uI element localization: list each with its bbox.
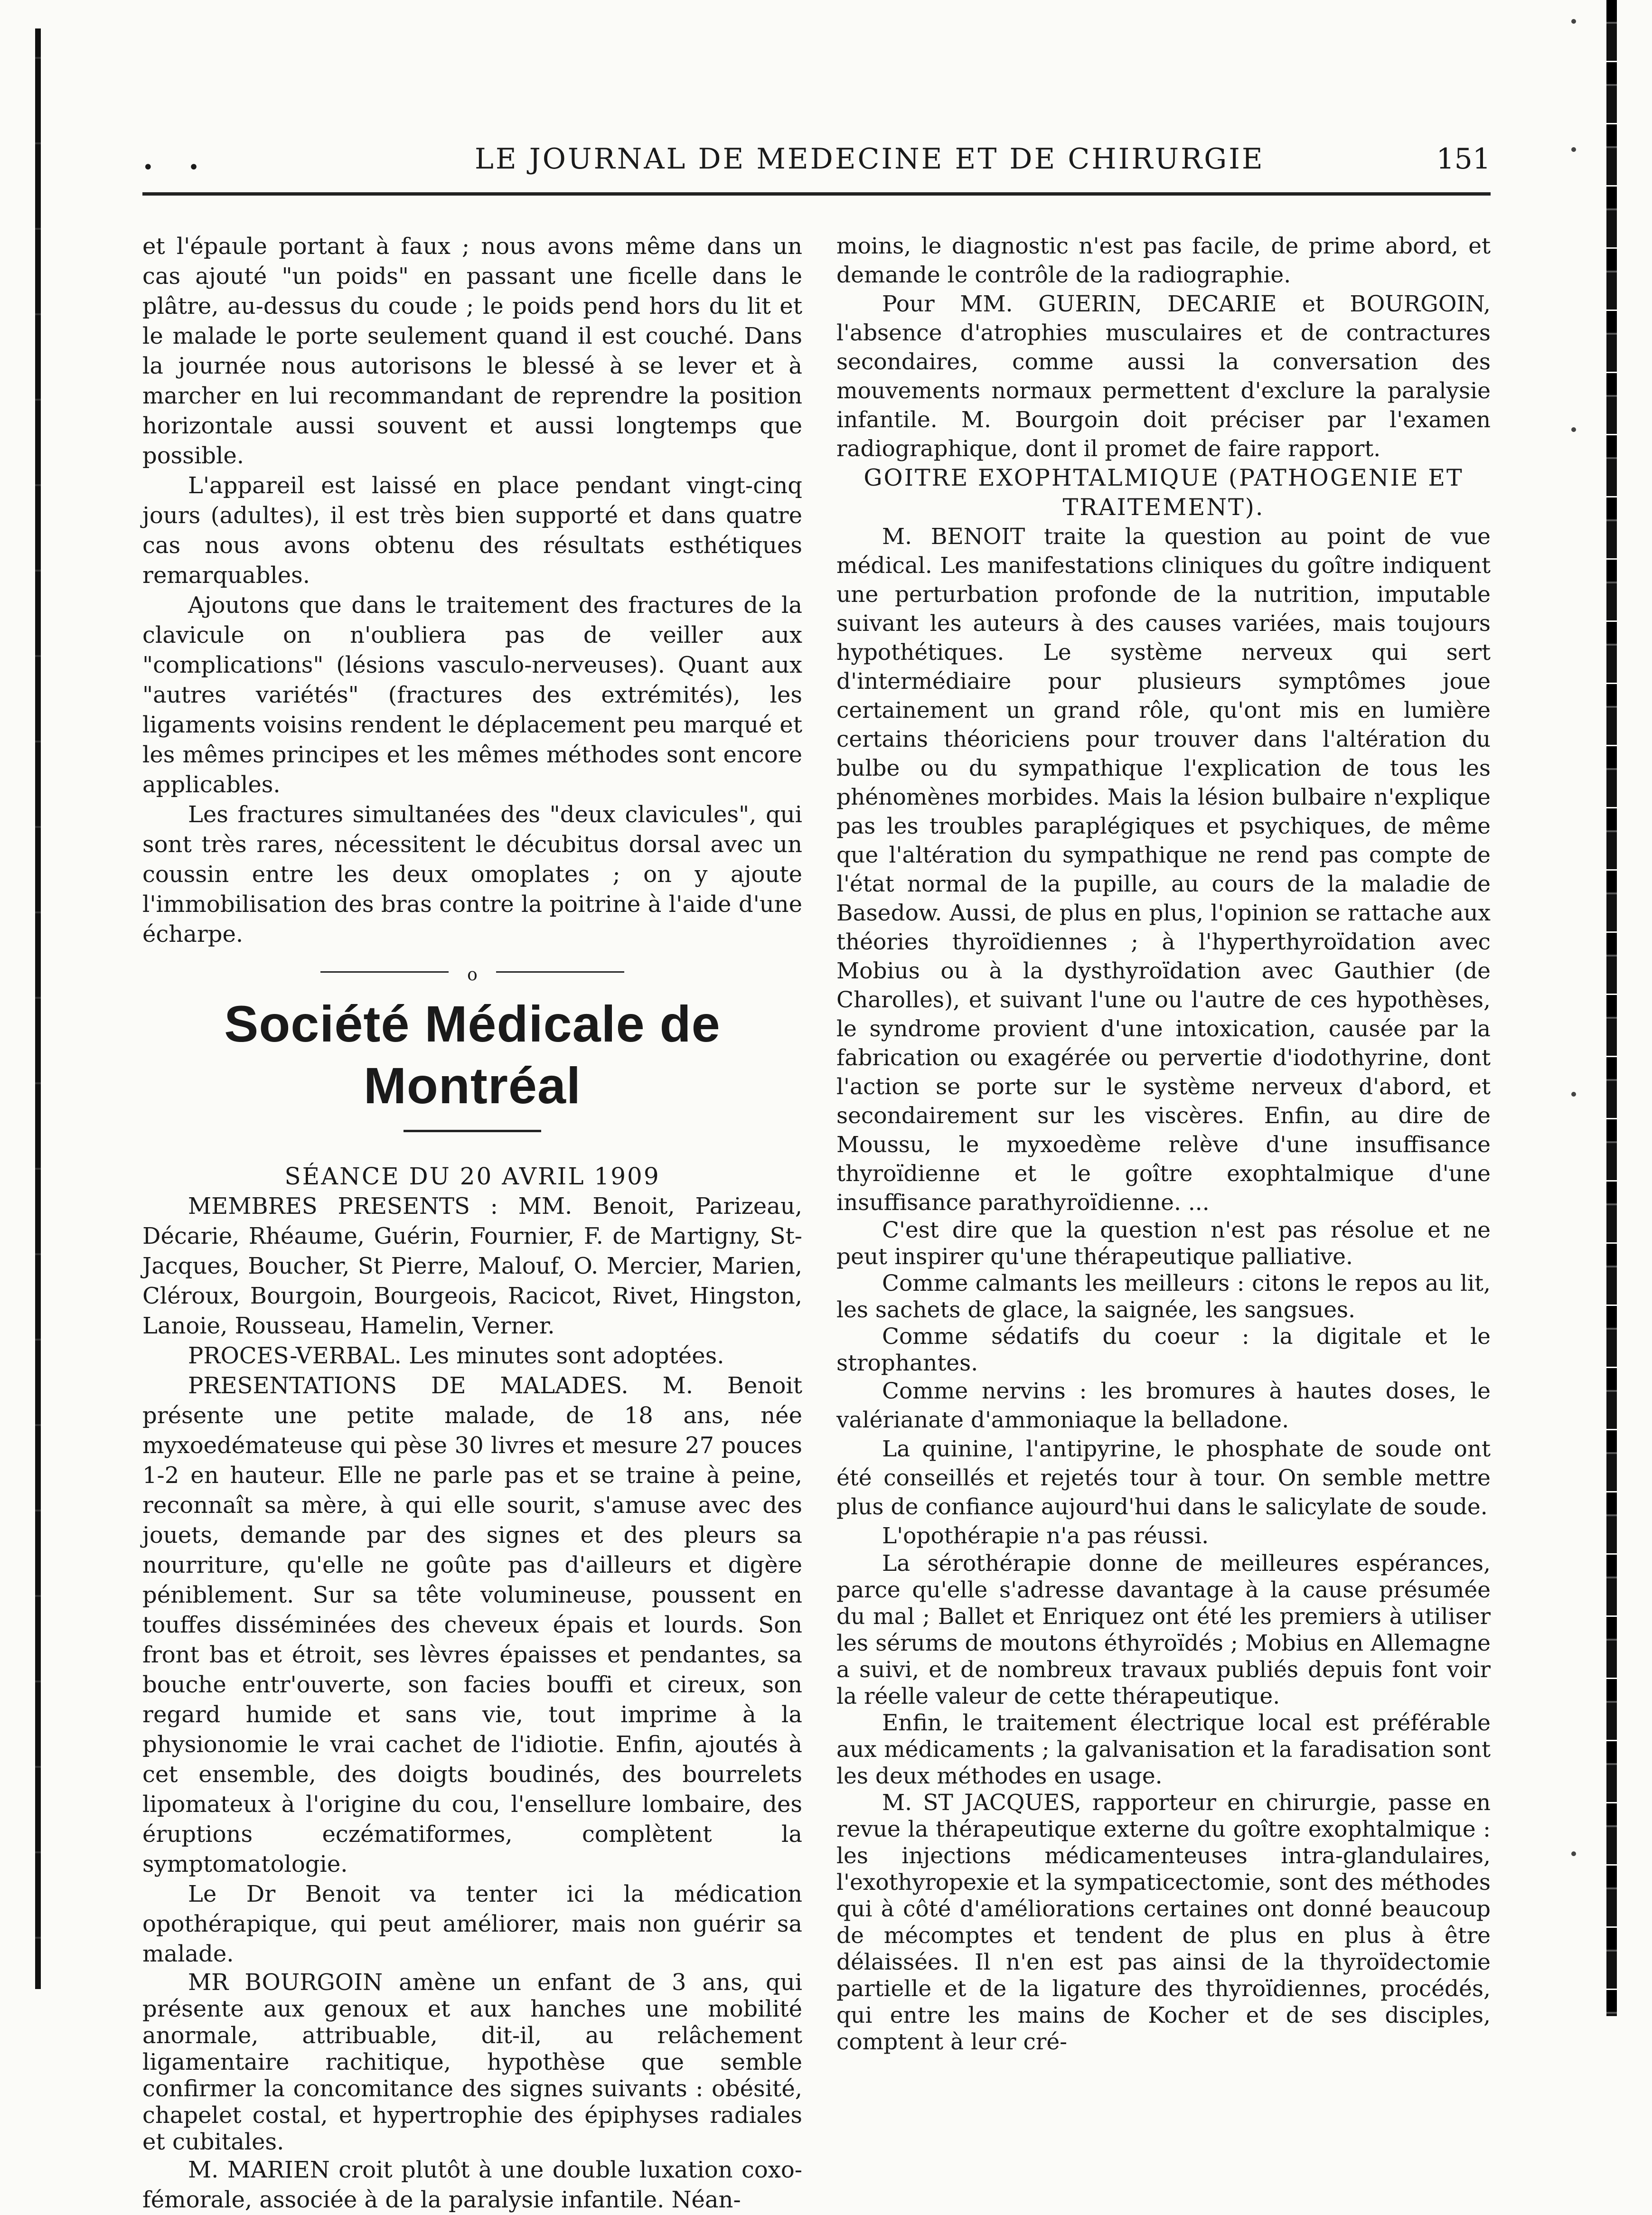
scan-speck bbox=[1571, 147, 1576, 152]
society-title: Société Médicale de Montréal bbox=[224, 995, 721, 1114]
paragraph: et l'épaule portant à faux ; nous avons même dans un cas ajouté "un poids" en passant une ficelle dans le plâtre, au-dessus du coude ; le poids pend hors du lit et le malade le porte seulement quand il est couché. Dans la journée nous autorisons le blessé à se lever et à marcher en lui recommandant de reprendre la position horizontale aussi souvent et aussi longtemps que possible. bbox=[142, 233, 802, 469]
divider-line bbox=[320, 971, 449, 973]
divider-line bbox=[496, 971, 624, 973]
paragraph: M. BENOIT traite la question au point de vue médical. Les manifestations cliniques du goître indiquent une perturbation profonde de la nutrition, imputable suivant les auteurs à des causes variées, mais toujours hypothétiques. Le système nerveux qui sert d'intermédiaire pour plusieurs symptômes joue certainement un grand rôle, qu'ont mis en lumière certains théoriciens pour trouver dans l'altération du bulbe ou du sympathique l'explication de tous les phénomènes morbides. Mais la lésion bulbaire n'explique pas les troubles paraplégiques et psychiques, de même que l'altération du sympathique ne rend pas compte de l'état normal de la pupille, au cours de la maladie de Basedow. Aussi, de plus en plus, l'opinion se rattache aux théories thyroïdiennes ; à l'hyperthyroïdation avec Mobius ou à la dysthyroïdation avec Gauthier (de Charolles), et suivant l'une ou l'autre de ces hypothèses, le syndrome provient d'une intoxication, causée par la fabrication ou exagérée ou pervertie d'iodothyrine, dont l'action se porte sur le système nerveux d'abord, et secondairement sur les viscères. Enfin, au dire de Moussu, le myxoedème relève d'une insuffisance thyroïdienne et le goître exophtalmique d'une insuffisance parathyroïdienne. ... bbox=[836, 524, 1491, 1216]
left-column bbox=[142, 232, 802, 2215]
scan-binding-edge-right bbox=[1606, 0, 1617, 2016]
paragraph: Les fractures simultanées des "deux clavicules", qui sont très rares, nécessitent le décubitus dorsal avec un coussin entre les deux omoplates ; on y ajoute l'immobilisation des bras contre la poitrine à l'aide d'une écharpe. bbox=[142, 801, 802, 948]
presentations-de-malades: PRESENTATIONS DE MALADES. M. Benoit présente une petite malade, de 18 ans, née myxoedémateuse qui pèse 30 livres et mesure 27 pouces 1-2 en hauteur. Elle ne parle pas et se traine à peine, reconnaît sa mère, à qui elle sourit, s'amuse avec des jouets, demande par des signes et des pleurs sa nourriture, qu'elle ne goûte pas d'ailleurs et digère péniblement. Sur sa tête volumineuse, poussent en touffes disséminées des cheveux épais et lourds. Son front bas et étroit, ses lèvres épaisses et pendantes, sa bouche entr'ouverte, son facies bouffi et cireux, son regard humide et sans vie, tout imprime à la physionomie le vrai cachet de l'idiotie. Enfin, ajoutés à cet ensemble, des doigts boudinés, des bourrelets lipomateux à l'origine du cou, l'ensellure lombaire, des éruptions eczématiformes, complètent la symptomatologie. bbox=[142, 1372, 802, 1877]
divider-mark: o bbox=[467, 965, 478, 985]
paragraph: MR BOURGOIN amène un enfant de 3 ans, qui présente aux genoux et aux hanches une mobilité anormale, attribuable, dit-il, au relâchement ligamentaire rachitique, hypothèse que semble confirmer la concomitance des signes suivants : obésité, chapelet costal, et hypertrophie des épiphyses radiales et cubitales. bbox=[142, 1969, 802, 2155]
section-divider bbox=[320, 960, 624, 984]
title-rule bbox=[404, 1130, 541, 1132]
paragraph: C'est dire que la question n'est pas résolue et ne peut inspirer qu'une thérapeutique palliative. bbox=[836, 1217, 1491, 1270]
scan-speck bbox=[1571, 427, 1576, 432]
paragraph: moins, le diagnostic n'est pas facile, de prime abord, et demande le contrôle de la radiographie. bbox=[836, 233, 1491, 288]
scan-speck bbox=[1571, 1092, 1576, 1097]
header-rule bbox=[142, 192, 1491, 196]
paragraph: Comme nervins : les bromures à hautes doses, le valérianate d'ammoniaque la belladone. bbox=[836, 1378, 1491, 1433]
paragraph: M. MARIEN croit plutôt à une double luxation coxo-fémorale, associée à de la paralysie infantile. Néan- bbox=[142, 2157, 802, 2213]
proces-verbal: PROCES-VERBAL. Les minutes sont adoptées. bbox=[188, 1342, 724, 1369]
scan-speck bbox=[1571, 1851, 1576, 1856]
members-present: MEMBRES PRESENTS : MM. Benoit, Parizeau, Décarie, Rhéaume, Guérin, Fournier, F. de Martigny, St-Jacques, Boucher, St Pierre, Malouf, O. Mercier, Marien, Cléroux, Bourgoin, Bourgeois, Racicot, Rivet, Hingston, Lanoie, Rousseau, Hamelin, Verner. bbox=[142, 1193, 802, 1339]
page-header bbox=[142, 138, 1491, 180]
paragraph: L'appareil est laissé en place pendant vingt-cinq jours (adultes), il est très bien supporté et dans quatre cas nous avons obtenu des résultats esthétiques remarquables. bbox=[142, 472, 802, 589]
paragraph: La sérothérapie donne de meilleures espérances, parce qu'elle s'adresse davantage à la cause présumée du mal ; Ballet et Enriquez ont été les premiers à utiliser les sérums de moutons éthyroïdés ; Mobius en Allemagne a suivi, et de nombreux travaux publiés depuis font voir la réelle valeur de cette thérapeutique. bbox=[836, 1550, 1491, 1709]
right-column bbox=[836, 232, 1491, 2055]
paragraph: Pour MM. GUERIN, DECARIE et BOURGOIN, l'absence d'atrophies musculaires et de contractures secondaires, comme aussi la conversation des mouvements normaux permettent d'exclure la paralysie infantile. M. Bourgoin doit préciser par l'examen radiographique, dont il promet de faire rapport. bbox=[836, 291, 1491, 462]
section-heading: GOITRE EXOPHTALMIQUE (PATHOGENIE ET TRAITEMENT). bbox=[864, 464, 1464, 521]
paragraph: Le Dr Benoit va tenter ici la médication opothérapique, qui peut améliorer, mais non guérir sa malade. bbox=[142, 1881, 802, 1967]
header-dots: • • bbox=[142, 157, 214, 178]
paragraph: Ajoutons que dans le traitement des fractures de la clavicule on n'oubliera pas de veiller aux "complications" (lésions vasculo-nerveuses). Quant aux "autres variétés" (fractures des extrémités), les ligaments voisins rendent le déplacement peu marqué et les mêmes principes et les mêmes méthodes sont encore applicables. bbox=[142, 592, 802, 798]
scan-speck bbox=[1571, 19, 1576, 24]
paragraph: Enfin, le traitement électrique local est préférable aux médicaments ; la galvanisation et la faradisation sont les deux méthodes en usage. bbox=[836, 1710, 1491, 1789]
scan-binding-edge-left bbox=[35, 28, 41, 1989]
paragraph: Comme calmants les meilleurs : citons le repos au lit, les sachets de glace, la saignée, les sangsues. bbox=[836, 1270, 1491, 1323]
paragraph: L'opothérapie n'a pas réussi. bbox=[882, 1523, 1209, 1549]
page-number: 151 bbox=[1436, 142, 1491, 176]
journal-title: LE JOURNAL DE MEDECINE ET DE CHIRURGIE bbox=[475, 142, 1265, 176]
seance-date: SÉANCE DU 20 AVRIL 1909 bbox=[284, 1163, 660, 1190]
paragraph: Comme sédatifs du coeur : la digitale et le strophantes. bbox=[836, 1323, 1491, 1376]
paragraph: M. ST JACQUES, rapporteur en chirurgie, passe en revue la thérapeutique externe du goître exophtalmique : les injections médicamenteuses intra-glandulaires, l'exothyropexie et la sympaticectomie, sont des méthodes qui à côté d'améliorations certaines ont donné beaucoup de mécomptes et tendent de plus en plus à être délaissées. Il n'en est pas ainsi de la thyroïdectomie partielle et de la ligature des thyroïdiennes, procédés, qui entre les mains de Kocher et de ses disciples, comptent à leur cré- bbox=[836, 1790, 1491, 2055]
paragraph: La quinine, l'antipyrine, le phosphate de soude ont été conseillés et rejetés tour à tour. On semble mettre plus de confiance aujourd'hui dans le salicylate de soude. bbox=[836, 1436, 1491, 1520]
